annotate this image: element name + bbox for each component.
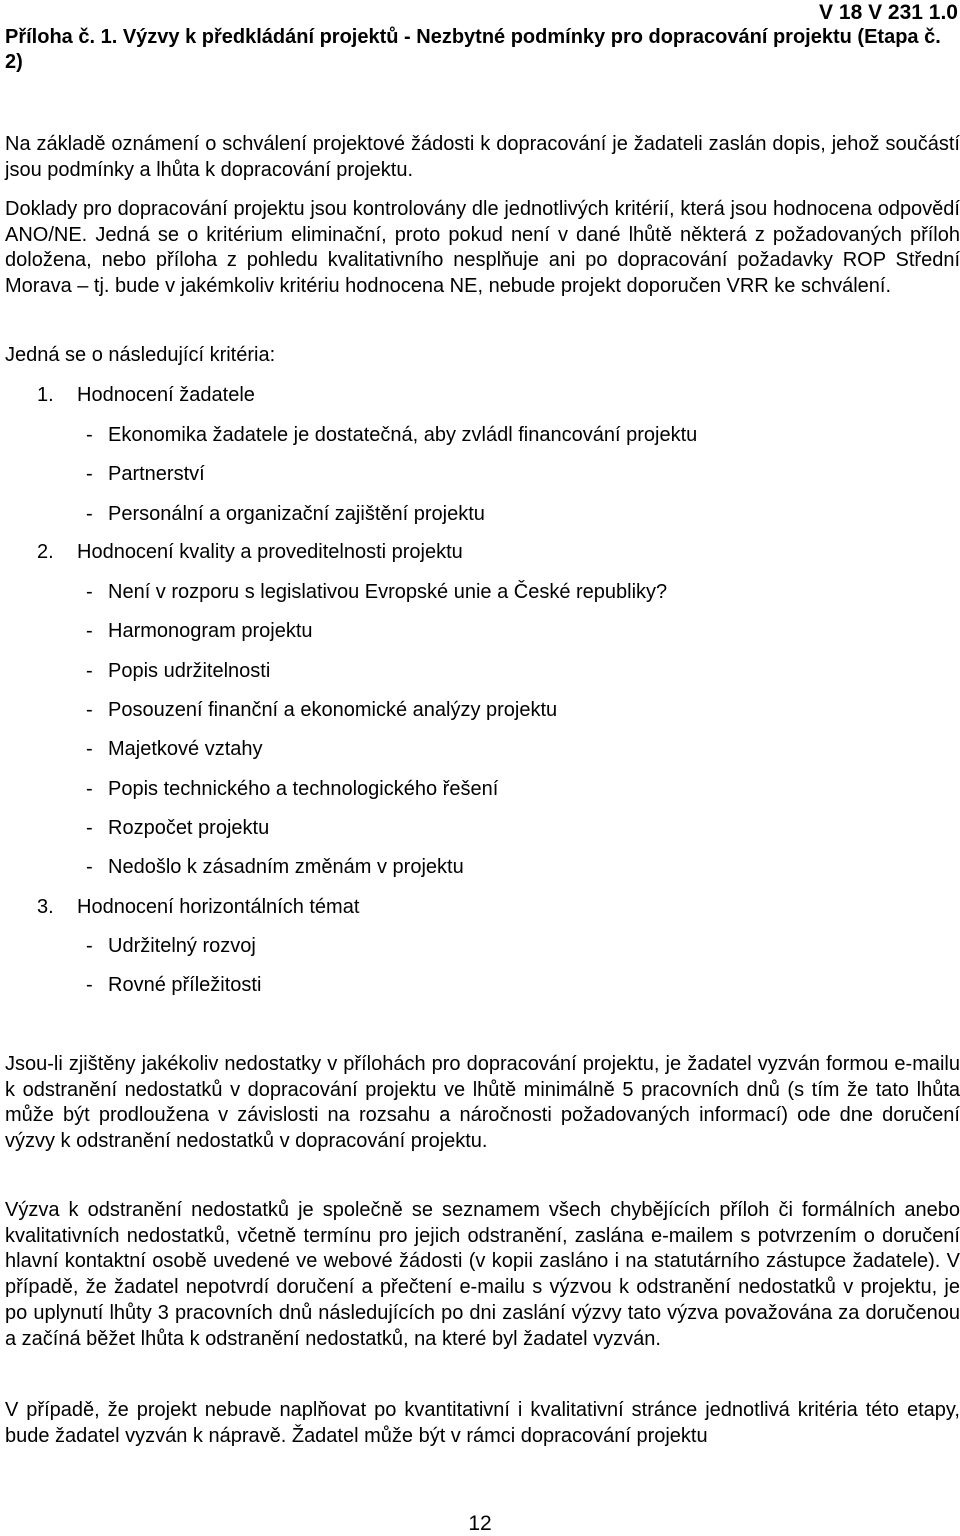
- page-title: Příloha č. 1. Výzvy k předkládání projektů - Nezbytné podmínky pro dopracování projektu (Etapa č. 2): [5, 26, 941, 73]
- criterion-item: - Rovné příležitosti: [86, 974, 262, 996]
- criterion-heading: 1. Hodnocení žadatele: [37, 384, 255, 406]
- criterion-heading: 2. Hodnocení kvality a proveditelnosti projektu: [37, 541, 463, 563]
- paragraph-criteria-lead: Jedná se o následující kritéria:: [5, 344, 276, 366]
- criterion-item: - Není v rozporu s legislativou Evropské unie a České republiky?: [86, 581, 668, 603]
- page-number: 12: [468, 1512, 492, 1535]
- criterion-item: - Partnerství: [86, 463, 205, 485]
- criterion-item: - Nedošlo k zásadním změnám v projektu: [86, 856, 464, 878]
- criterion-item: - Personální a organizační zajištění projektu: [86, 503, 485, 525]
- criterion-item: - Popis technického a technologického řešení: [86, 778, 499, 800]
- criterion-item: - Udržitelný rozvoj: [86, 935, 256, 957]
- criterion-item: - Popis udržitelnosti: [86, 660, 271, 682]
- criterion-item: - Ekonomika žadatele je dostatečná, aby zvládl financování projektu: [86, 424, 698, 446]
- criterion-item: - Majetkové vztahy: [86, 738, 263, 760]
- paragraph-deficiencies: Jsou-li zjištěny jakékoliv nedostatky v přílohách pro dopracování projektu, je žadatel vyzván formou e-mailu k odstranění nedostatků v dopracování projektu ve lhůtě minimálně 5 pracovních dnů (s tím že tato lhůta může být prodloužena v závislosti na rozsahu a náročnosti požadovaných informací) ode dne doručení výzvy k odstranění nedostatků v dopracování projektu.: [5, 1053, 960, 1153]
- document-code: V 18 V 231 1.0: [819, 1, 958, 24]
- criterion-heading: 3. Hodnocení horizontálních témat: [37, 896, 360, 918]
- criterion-item: - Harmonogram projektu: [86, 620, 313, 642]
- criterion-item: - Posouzení finanční a ekonomické analýzy projektu: [86, 699, 558, 721]
- paragraph-criteria-info: Doklady pro dopracování projektu jsou kontrolovány dle jednotlivých kritérií, která jsou hodnocena odpovědí ANO/NE. Jedná se o kritérium eliminační, proto pokud není v dané lhůtě některá z požadovaných příloh doložena, nebo příloha z pohledu kvalitativního nesplňuje ani po dopracování požadavky ROP Střední Morava – tj. bude v jakémkoliv kritériu hodnocena NE, nebude projekt doporučen VRR ke schválení.: [5, 198, 960, 298]
- paragraph-intro: Na základě oznámení o schválení projektové žádosti k dopracování je žadateli zaslán dopis, jehož součástí jsou podmínky a lhůta k dopracování projektu.: [5, 133, 960, 181]
- criterion-item: - Rozpočet projektu: [86, 817, 270, 839]
- paragraph-notice: Výzva k odstranění nedostatků je společně se seznamem všech chybějících příloh či formálních anebo kvalitativních nedostatků, včetně termínu pro jejich odstranění, zaslána e-mailem s potvrzením o doručení hlavní kontaktní osobě uvedené ve webové žádosti (v kopii zasláno i na statutárního zástupce žadatele). V případě, že žadatel nepotvrdí doručení a přečtení e-mailu s výzvou k odstranění nedostatků v projektu, je po uplynutí lhůty 3 pracovních dnů následujících po dni zaslání výzvy tato výzva považována za doručenou a začíná běžet lhůta k odstranění nedostatků, na které byl žadatel vyzván.: [5, 1199, 960, 1350]
- paragraph-remedy: V případě, že projekt nebude naplňovat po kvantitativní i kvalitativní stránce jednotlivá kritéria této etapy, bude žadatel vyzván k nápravě. Žadatel může být v rámci dopracování projektu: [5, 1399, 960, 1447]
